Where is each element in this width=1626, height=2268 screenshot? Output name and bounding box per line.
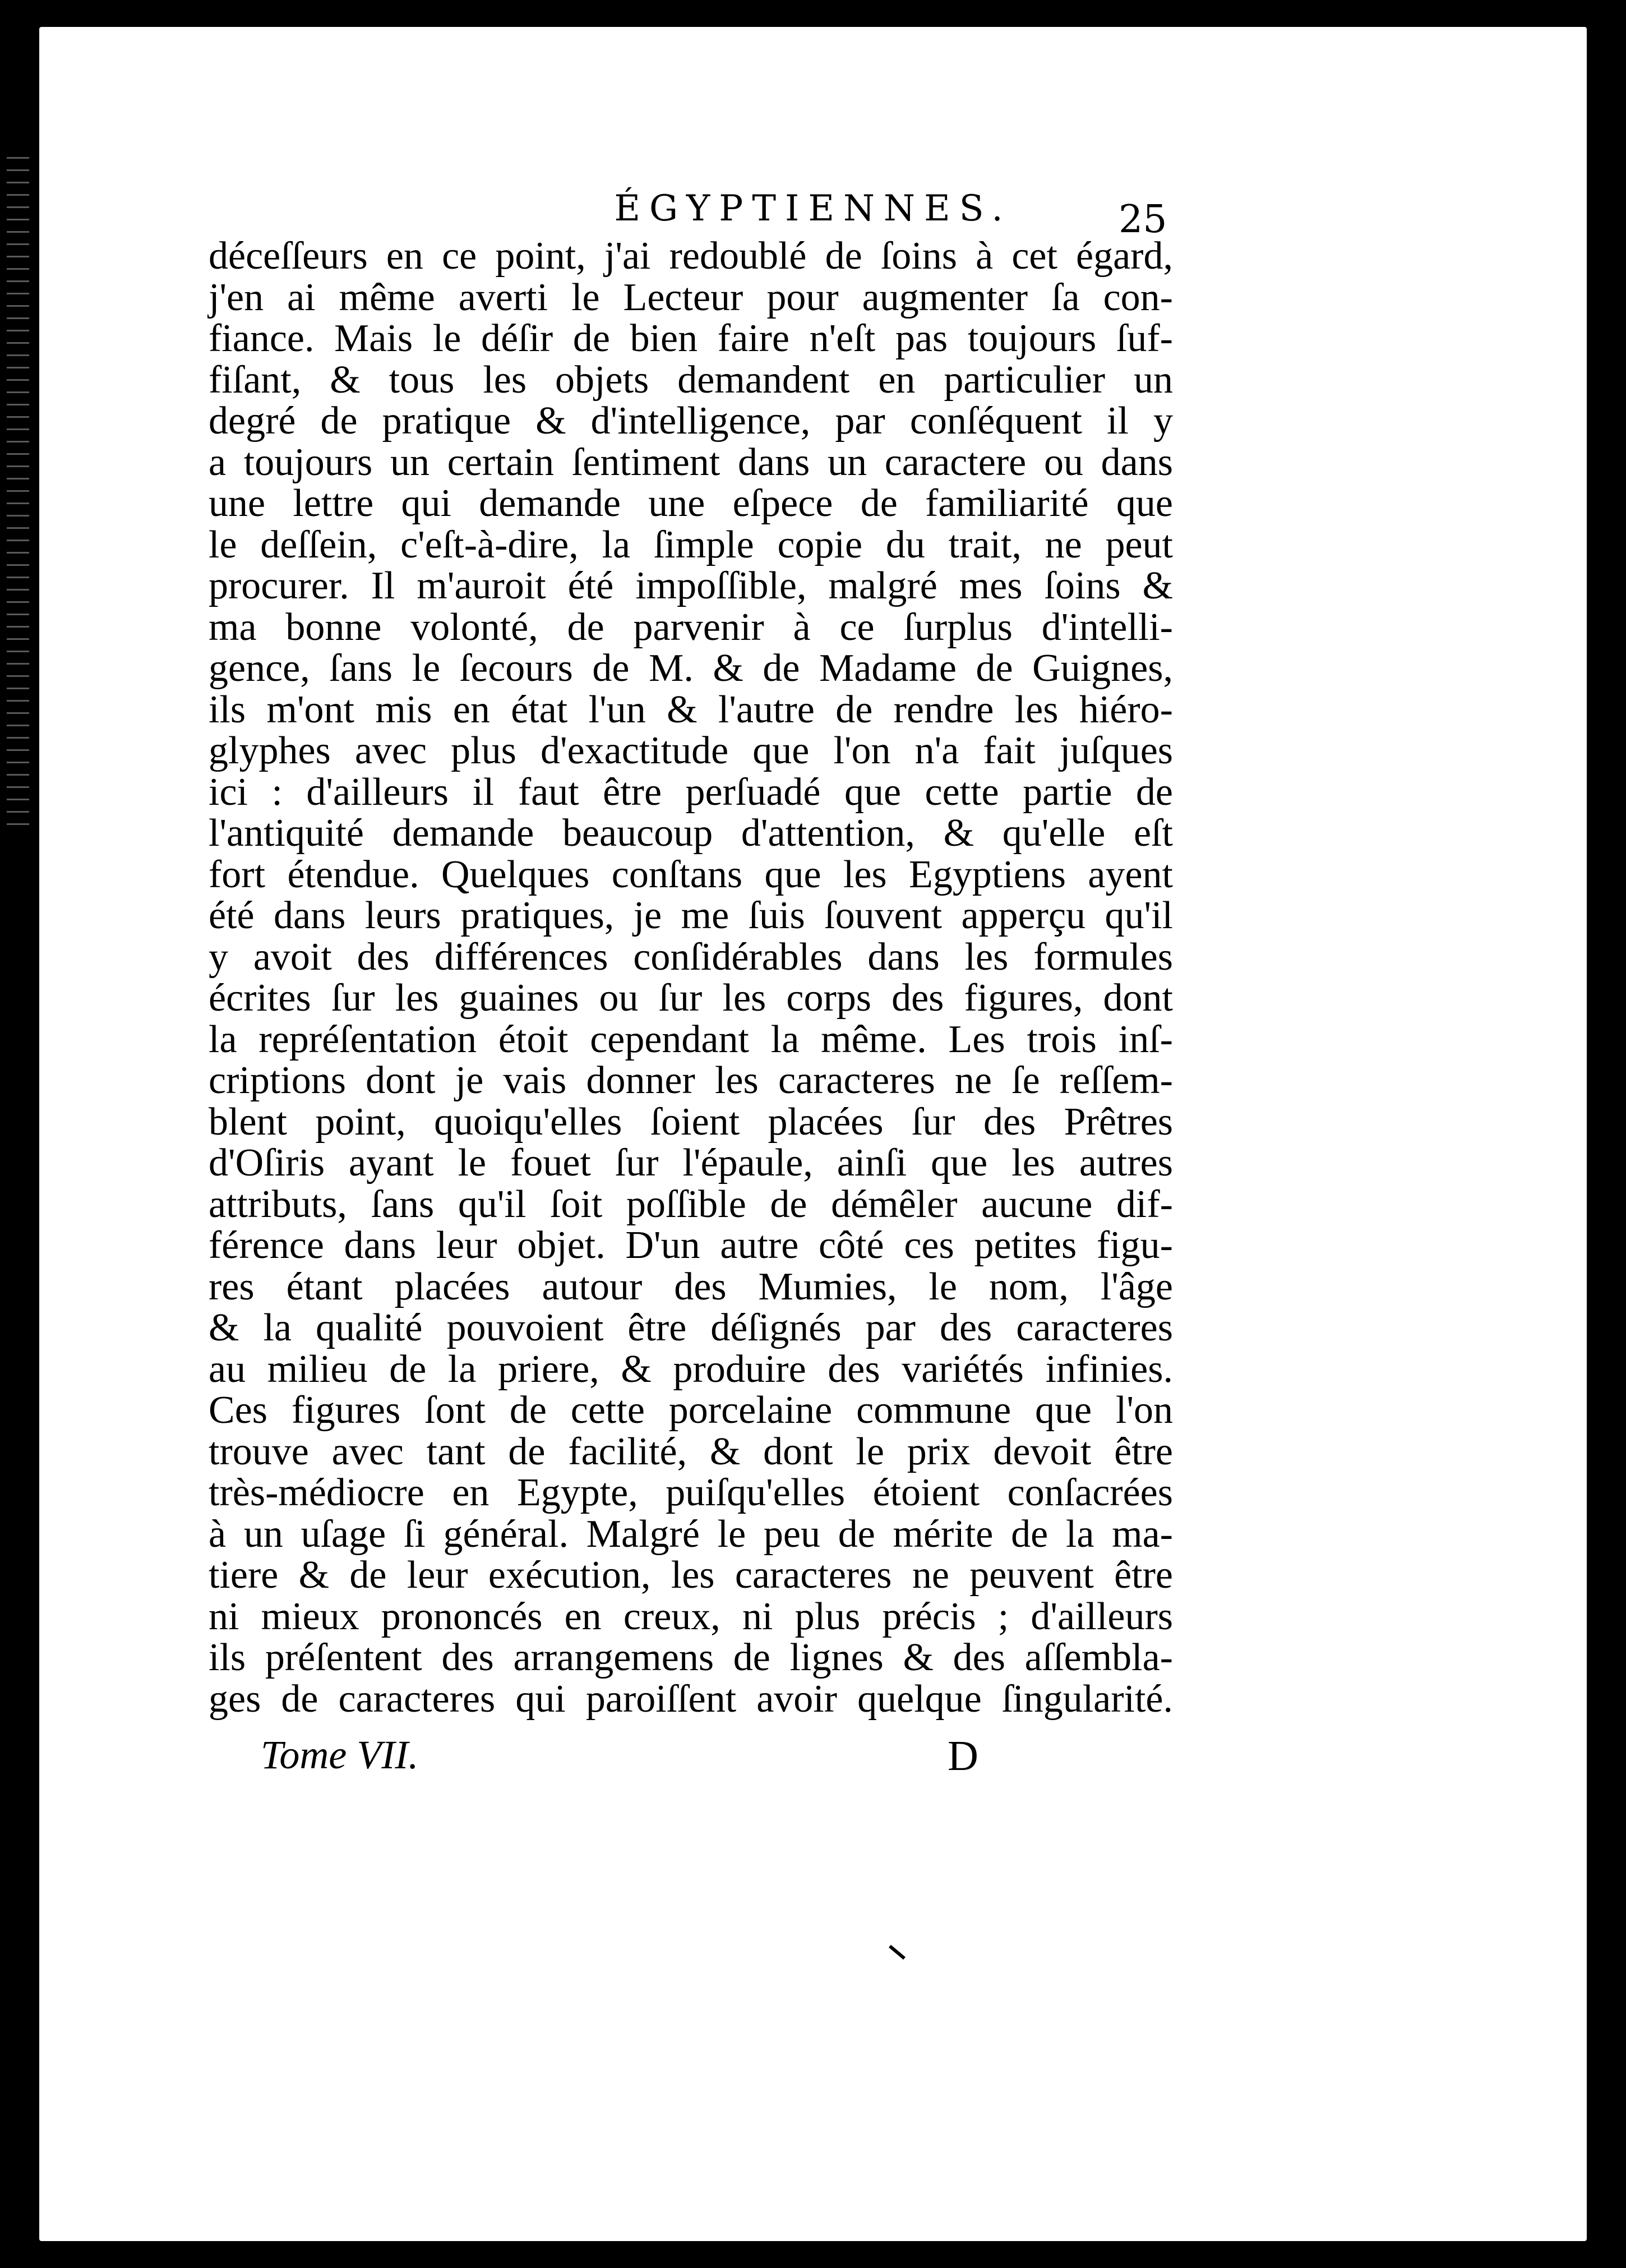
text-line: férence dans leur objet. D'un autre côté ces petites figu- xyxy=(209,1224,1173,1267)
text-line: procurer. Il m'auroit été impoſſible, malgré mes ſoins & xyxy=(209,564,1173,607)
page-number: 25 xyxy=(1119,197,1167,242)
text-line: ici : d'ailleurs il faut être perſuadé que cette partie de xyxy=(209,770,1173,814)
text-line: le deſſein, c'eſt-à-dire, la ſimple copie du trait, ne peut xyxy=(209,523,1173,566)
text-line: une lettre qui demande une eſpece de familiarité que xyxy=(209,482,1173,525)
text-line: à un uſage ſi général. Malgré le peu de mérite de la ma- xyxy=(209,1512,1173,1556)
text-line: écrites ſur les guaines ou ſur les corps des figures, dont xyxy=(209,976,1173,1020)
text-line: ma bonne volonté, de parvenir à ce ſurplus d'intelli- xyxy=(209,605,1173,649)
text-line: fiſant, & tous les objets demandent en particulier un xyxy=(209,358,1173,402)
running-head: ÉGYPTIENNES. xyxy=(614,188,1012,229)
text-line: degré de pratique & d'intelligence, par conſéquent il y xyxy=(209,399,1173,442)
footer-volume: Tome VII. xyxy=(261,1732,419,1777)
text-line: criptions dont je vais donner les caracteres ne ſe reſſem- xyxy=(209,1059,1173,1102)
text-line: a toujours un certain ſentiment dans un caractere ou dans xyxy=(209,440,1173,484)
text-line: Ces figures ſont de cette porcelaine commune que l'on xyxy=(209,1389,1173,1432)
text-line: ils m'ont mis en état l'un & l'autre de rendre les hiéro- xyxy=(209,688,1173,731)
text-line: ils préſentent des arrangemens de lignes & des aſſembla- xyxy=(209,1636,1173,1679)
body-text xyxy=(209,236,1173,1720)
text-line: au milieu de la priere, & produire des variétés infinies. xyxy=(209,1347,1173,1391)
text-line: fiance. Mais le déſir de bien faire n'eſt pas toujours ſuf- xyxy=(209,317,1173,360)
text-line: blent point, quoiqu'elles ſoient placées ſur des Prêtres xyxy=(209,1100,1173,1144)
footer-signature: D xyxy=(948,1732,978,1780)
text-line: & la qualité pouvoient être déſignés par des caracteres xyxy=(209,1306,1173,1349)
text-line: ni mieux prononcés en creux, ni plus précis ; d'ailleurs xyxy=(209,1594,1173,1638)
text-line: d'Oſiris ayant le fouet ſur l'épaule, ainſi que les autres xyxy=(209,1141,1173,1184)
text-line: déceſſeurs en ce point, j'ai redoublé de ſoins à cet égard, xyxy=(209,234,1173,278)
text-line: été dans leurs pratiques, je me ſuis ſouvent apperçu qu'il xyxy=(209,894,1173,937)
text-line: trouve avec tant de facilité, & dont le prix devoit être xyxy=(209,1430,1173,1473)
text-line: fort étendue. Quelques conſtans que les Egyptiens ayent xyxy=(209,852,1173,896)
text-line: gence, ſans le ſecours de M. & de Madame de Guignes, xyxy=(209,647,1173,690)
text-line: tiere & de leur exécution, les caracteres ne peuvent être xyxy=(209,1554,1173,1597)
text-line: très-médiocre en Egypte, puiſqu'elles étoient conſacrées xyxy=(209,1471,1173,1514)
text-line: j'en ai même averti le Lecteur pour augmenter ſa con- xyxy=(209,275,1173,319)
scan-edge-noise xyxy=(7,157,29,830)
text-line: attributs, ſans qu'il ſoit poſſible de démêler aucune dif- xyxy=(209,1182,1173,1226)
text-line: y avoit des différences conſidérables dans les formules xyxy=(209,935,1173,979)
text-line: la repréſentation étoit cependant la même. Les trois inſ- xyxy=(209,1017,1173,1061)
text-line: l'antiquité demande beaucoup d'attention, & qu'elle eſt xyxy=(209,812,1173,855)
text-line: glyphes avec plus d'exactitude que l'on n'a fait juſques xyxy=(209,729,1173,772)
text-line: res étant placées autour des Mumies, le nom, l'âge xyxy=(209,1265,1173,1308)
text-line: ges de caracteres qui paroiſſent avoir quelque ſingularité. xyxy=(209,1677,1173,1721)
